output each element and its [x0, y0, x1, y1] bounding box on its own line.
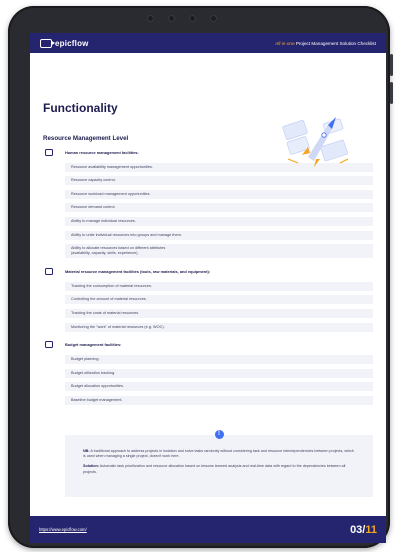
- item-text: Controlling the amount of material resources.: [71, 297, 147, 302]
- checklist-item: [65, 323, 373, 332]
- page-total: 11: [365, 523, 377, 536]
- item-text: Tracking the costs of material resources.: [71, 310, 140, 315]
- solution-label: Solution:: [83, 464, 99, 469]
- checklist-items: [65, 355, 373, 405]
- group-label: Material resource management facilities (tools, raw materials, and equipment):: [65, 268, 211, 274]
- side-button: [390, 54, 393, 76]
- nb-text: A traditional approach to address projects in isolation and solve tasks randomly without considering task and resource interdependencies between projects, which is used when managing a single project, doesn't work here.: [83, 448, 354, 459]
- checklist-item: [65, 396, 373, 405]
- item-text: Baseline budget management.: [71, 397, 123, 402]
- checklist-item: [65, 382, 373, 391]
- rocket-illustration-icon: [280, 113, 352, 169]
- document-title-highlight: All-in-one: [275, 40, 295, 46]
- item-text: Monitoring the "work" of material resources (e.g. WOC).: [71, 324, 165, 329]
- side-button: [390, 82, 393, 104]
- logo-arrow-icon: [40, 39, 52, 48]
- info-note-box: [65, 430, 373, 497]
- item-text: Tracking the consumption of material resources.: [71, 283, 152, 288]
- checklist-item: [65, 190, 373, 199]
- solution-paragraph: [83, 464, 355, 474]
- checklist-group: [43, 339, 373, 405]
- item-text: Resource availability management opportunities.: [71, 164, 153, 169]
- page-current: 03/: [350, 523, 366, 536]
- document-page: [30, 33, 386, 543]
- item-text: Ability to unite individual resources into groups and manage them.: [71, 232, 182, 237]
- item-text: Budget allocation opportunities.: [71, 384, 124, 389]
- page-number: [350, 524, 377, 536]
- checklist-group: [43, 265, 373, 331]
- camera-bar: [147, 13, 217, 23]
- checklist-item: [65, 355, 373, 364]
- logo-text: epicflow: [55, 38, 89, 48]
- checklist-items: [65, 282, 373, 332]
- item-text: Ability to manage individual resources.: [71, 218, 136, 223]
- group-label: Human resource management facilities:: [65, 149, 139, 155]
- item-text: Resource capacity control.: [71, 178, 116, 183]
- checklist-items: [65, 163, 373, 259]
- item-text: Resource demand control.: [71, 205, 116, 210]
- checklist-item: [65, 217, 373, 226]
- camera-dot-icon: [168, 15, 175, 22]
- checklist-group-header: [43, 265, 373, 277]
- checkbox[interactable]: [45, 149, 53, 156]
- nb-label: NB:: [83, 448, 90, 453]
- page-content: [30, 101, 386, 497]
- item-text: Budget utilization tracking.: [71, 370, 116, 375]
- info-icon: !: [215, 430, 224, 439]
- epicflow-logo: [40, 39, 89, 48]
- document-title: [275, 41, 376, 46]
- document-title-rest: Project Management Solution Checklist: [294, 40, 376, 46]
- checklist-item: [65, 369, 373, 378]
- checklist-item: [65, 176, 373, 185]
- section-heading: Resource Management Level: [43, 135, 129, 142]
- page-header: [30, 33, 386, 53]
- camera-dot-icon: [147, 15, 154, 22]
- checklist-item: [65, 309, 373, 318]
- checklist-item: [65, 244, 373, 258]
- page-footer: [30, 516, 386, 543]
- camera-dot-icon: [189, 15, 196, 22]
- nb-paragraph: [83, 449, 355, 459]
- checklist-item: [65, 295, 373, 304]
- checkbox[interactable]: [45, 341, 53, 348]
- item-text: Resource workload management opportunities.: [71, 191, 151, 196]
- checklist-item: [65, 282, 373, 291]
- item-text: Ability to allocate resources based on different attributes: [71, 246, 166, 251]
- checklist-item: [65, 203, 373, 212]
- page-title: Functionality: [43, 101, 118, 115]
- checklist-item: [65, 231, 373, 240]
- group-label: Budget management facilities:: [65, 342, 122, 348]
- camera-dot-icon: [210, 15, 217, 22]
- item-text: Budget planning.: [71, 357, 100, 362]
- solution-text: Automatic task prioritization and resource allocation based on lessons learned analysis and real-time data with regard to the dependencies between all projects.: [83, 464, 346, 474]
- checklist-group-header: [43, 339, 373, 351]
- checkbox[interactable]: [45, 268, 53, 275]
- website-link[interactable]: https://www.epicflow.com/: [39, 527, 87, 532]
- item-text-line2: (availability, capacity, skills, experience).: [71, 251, 139, 256]
- tablet-frame: [8, 6, 390, 548]
